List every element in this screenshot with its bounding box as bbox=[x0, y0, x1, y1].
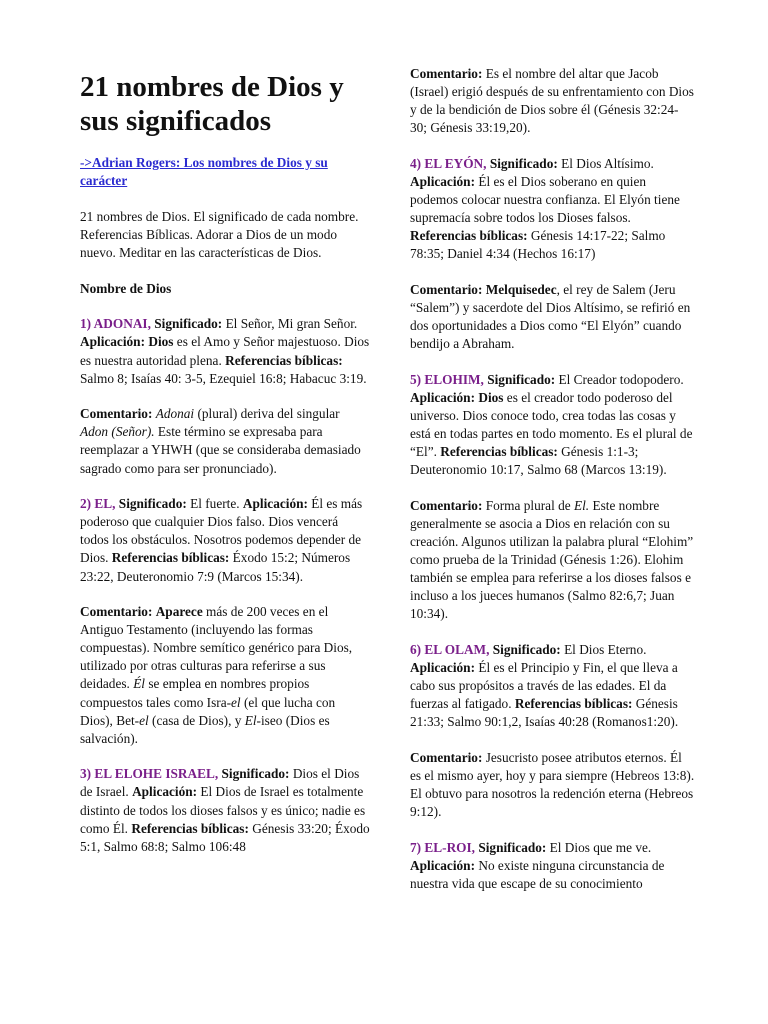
entry-el-elohe-israel: 3) EL ELOHE ISRAEL, Significado: Dios el Dios de Israel. Aplicación: El Dios de Israel es totalmente distinto de todos los dioses falsos y es único; nadie es como Él. Referencias bíblicas: Génesis 33:20; Éxodo 5:1, Salmo 68:8; Salmo 106:48 bbox=[80, 766, 370, 854]
comment-adonai: Comentario: Adonai (plural) deriva del singular Adon (Señor). Este término se expresaba para reemplazar a YHWH (que se consideraba demasiado sagrado como para ser pronunciado). bbox=[80, 406, 361, 476]
entry-el: 2) EL, Significado: El fuerte. Aplicación: Él es más poderoso que cualquier Dios falso. Dios vencerá todos los obstáculos. Nosotros podemos depender de Dios. Referencias bíblicas: Éxodo 15:2; Números 23:22, Deuteronomio 7:9 (Marcos 15:34). bbox=[80, 496, 363, 584]
entry-elohim: 5) ELOHIM, Significado: El Creador todopodero. Aplicación: Dios es el creador todo poderoso del universo. Dios conoce todo, crea todas las cosas y está en todas partes en todo momento. Es el plural de “El”. Referencias bíblicas: Génesis 1:1-3; Deuteronomio 10:17, Salmo 68 (Marcos 13:19). bbox=[410, 371, 693, 478]
entry-name: 6) EL OLAM, bbox=[410, 642, 490, 658]
entry-name: 2) EL, bbox=[80, 496, 116, 512]
entry-el-roi: 7) EL-ROI, Significado: El Dios que me ve. Aplicación: No existe ninguna circunstancia de nuestra vida que escape de su conocimiento bbox=[410, 839, 665, 892]
comment-elohim: Comentario: Forma plural de El. Este nombre generalmente se asocia a Dios en relación con su creación. Algunos utilizan la palabra plural “Elohim” como prueba de la Trinidad (Génesis 1:26). Elohim también se emplea para referirse a los dioses falsos e incluso a los jueces humanos (Salmo 82:6,7; Juan 10:34). bbox=[410, 497, 694, 622]
entry-el-olam: 6) EL OLAM, Significado: El Dios Eterno. Aplicación: Él es el Principio y Fin, el que lleva a cabo sus propósitos a través de las edades. El da fuerzas al fatigado. Referencias bíblicas: Génesis 21:33; Salmo 90:1,2, Isaías 40:28 (Romanos1:20). bbox=[410, 642, 679, 730]
document-title: 21 nombres de Dios y sus significados bbox=[80, 71, 344, 137]
section-heading: Nombre de Dios bbox=[80, 280, 172, 296]
entry-name: 5) ELOHIM, bbox=[410, 371, 484, 387]
entry-el-eyon: 4) EL EYÓN, Significado: El Dios Altísimo. Aplicación: Él es el Dios soberano en quien podemos colocar nuestra confianza. El Elyón tiene supremacía sobre todos los Dioses falsos. Referencias bíblicas: Génesis 14:17-22; Salmo 78:35; Daniel 4:34 (Hechos 16:17) bbox=[410, 155, 680, 262]
comment-el-olam: Comentario: Jesucristo posee atributos eternos. Él es el mismo ayer, hoy y para siempre (Hebreos 13:8). El obtuvo para nosotros la redención eterna (Hebreos 9:12). bbox=[410, 750, 695, 820]
left-column bbox=[80, 208, 370, 873]
entry-name: 4) EL EYÓN, bbox=[410, 155, 487, 171]
entry-name: 3) EL ELOHE ISRAEL, bbox=[80, 766, 219, 782]
entry-name: 1) ADONAI, bbox=[80, 316, 151, 332]
entry-name: 7) EL-ROI, bbox=[410, 839, 476, 855]
intro-paragraph: 21 nombres de Dios. El significado de cada nombre. Referencias Bíblicas. Adorar a Dios de un modo nuevo. Meditar en las características de Dios. bbox=[80, 209, 359, 261]
comment-el-elohe-israel: Comentario: Es el nombre del altar que Jacob (Israel) erigió después de su enfrentamiento con Dios y de la bendición de Dios sobre él (Génesis 32:24-30; Génesis 33:19,20). bbox=[410, 66, 694, 136]
author-link[interactable]: ->Adrian Rogers: Los nombres de Dios y su carácter bbox=[80, 155, 328, 189]
comment-el-eyon: Comentario: Melquisedec, el rey de Salem (Jeru “Salem”) y sacerdote del Dios Altísimo, se refirió en dos oportunidades a Dios como “El Elyón” cuando bendijo a Abraham. bbox=[410, 281, 691, 352]
entry-adonai: 1) ADONAI, Significado: El Señor, Mi gran Señor. Aplicación: Dios es el Amo y Señor majestuoso. Dios es nuestra autoridad plena. Referencias bíblicas: Salmo 8; Isaías 40: 3-5, Ezequiel 16:8; Habacuc 3:19. bbox=[80, 316, 370, 386]
right-column bbox=[410, 65, 695, 911]
comment-el: Comentario: Aparece más de 200 veces en el Antiguo Testamento (incluyendo las formas compuestas). Nombre semítico genérico para Dios, utilizado por otras culturas para referirse a sus deidades. Él se emplea en nombres propios compuestos tales como Isra-el (el que lucha con Dios), Bet-el (casa de Dios), y El-iseo (Dios es salvación). bbox=[80, 604, 353, 746]
